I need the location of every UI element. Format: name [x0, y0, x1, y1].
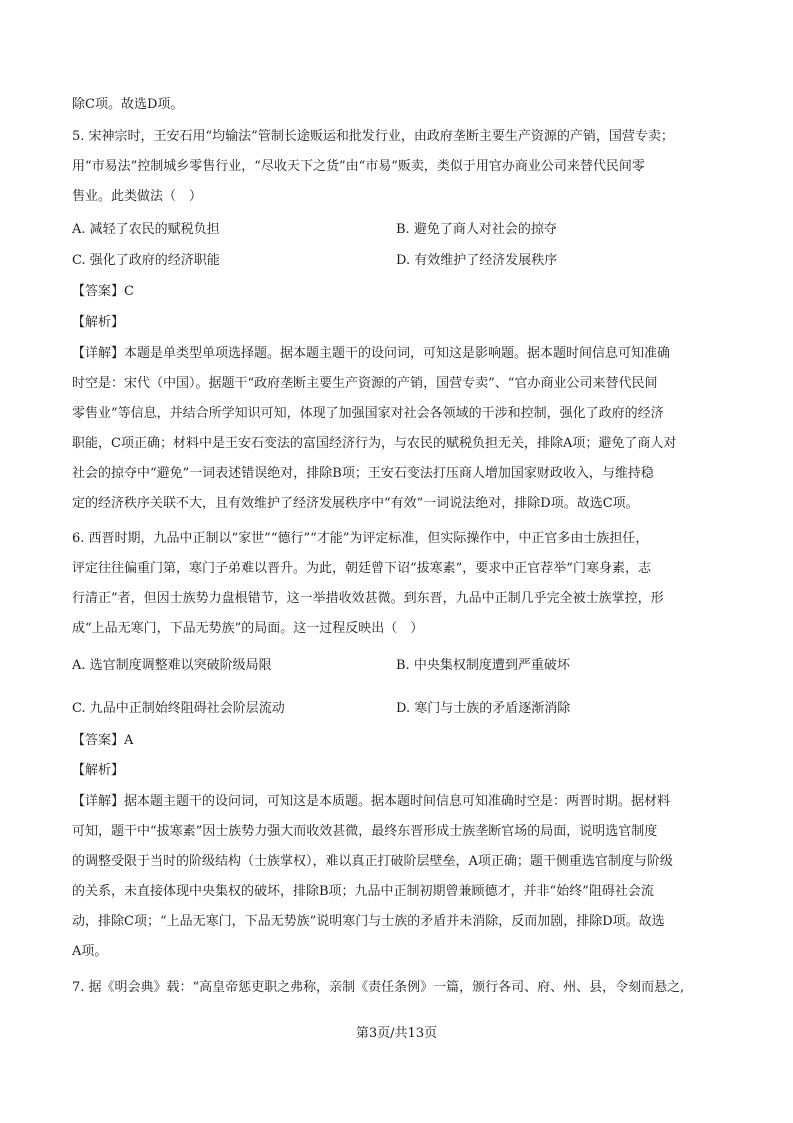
question-6-option-b: B. 中央集权制度遭到严重破坏	[396, 658, 570, 673]
question-6-stem: 成“上品无寒门，下品无势族”的局面。这一过程反映出（ ）	[72, 621, 424, 636]
question-5-analysis-label: 【解析】	[72, 315, 125, 330]
question-7-stem: 7. 据《明会典》载：“高皇帝惩吏职之弗称，亲制《责任条例》一篇，颁行各司、府、州、县，令刻而悬之,	[72, 980, 685, 995]
question-6-stem: 行清正”者，但因士族势力盘根错节，这一举措收效甚微。到东晋，九品中正制几乎完全被士族掌控，形	[72, 591, 664, 606]
question-6-analysis-label: 【解析】	[72, 763, 125, 778]
question-6-option-d: D. 寒门与士族的矛盾逐渐消除	[396, 701, 571, 716]
question-5-stem: 用“市易法”控制城乡零售行业，“尽收天下之货”由“市易”贩卖，类似于用官办商业公司来替代民间零	[72, 159, 645, 174]
question-5-option-a: A. 减轻了农民的赋税负担	[72, 222, 220, 237]
question-6-stem: 评定往往偏重门第，寒门子弟难以晋升。为此，朝廷曾下诏“拔寒素”，要求中正官荐举“门寒身素，志	[72, 561, 651, 576]
question-6-option-c: C. 九品中正制始终阻碍社会阶层流动	[72, 701, 285, 716]
page-number: 第3页/共13页	[355, 1026, 438, 1041]
question-6-explanation: 动，排除C项；“上品无寒门，下品无势族”说明寒门与士族的矛盾并未消除，反而加剧，排除D项。故选	[72, 914, 665, 929]
question-6-explanation: 的关系，未直接体现中央集权的破坏，排除B项；九品中正制初期曾兼顾德才，并非“始终”阻碍社会流	[72, 884, 654, 899]
question-5-stem: 5. 宋神宗时，王安石用“均输法”管制长途贩运和批发行业，由政府垄断主要生产资源的产销，国营专卖；	[72, 129, 674, 144]
question-6-option-a: A. 选官制度调整难以突破阶级局限	[72, 658, 272, 673]
question-5-explanation: 定的经济秩序关联不大，且有效维护了经济发展秩序中“有效”一词说法绝对，排除D项。故选C项。	[72, 496, 639, 511]
text-line: 除C项。故选D项。	[72, 97, 184, 112]
question-6-explanation: 可知，题干中“拔寒素”因士族势力强大而收效甚微，最终东晋形成士族垄断官场的局面，说明选官制度	[72, 824, 658, 839]
question-6-explanation: A项。	[72, 944, 108, 959]
question-5-option-b: B. 避免了商人对社会的掠夺	[396, 222, 557, 237]
question-5-explanation: 社会的掠夺中“避免”一词表述错误绝对，排除B项；王安石变法打压商人增加国家财政收入，与维持稳	[72, 466, 654, 481]
question-6-explanation: 【详解】据本题主题干的设问词，可知这是本质题。据本题时间信息可知准确时空是：两晋时期。据材料	[72, 794, 671, 809]
question-5-explanation: 零售业”等信息，并结合所学知识可知，体现了加强国家对社会各领域的干涉和控制，强化了政府的经济	[72, 406, 664, 421]
question-5-explanation: 【详解】本题是单类型单项选择题。据本题主题干的设问词，可知这是影响题。据本题时间信息可知准确	[72, 346, 671, 361]
question-6-explanation: 的调整受限于当时的阶级结构（士族掌权），难以真正打破阶层壁垒，A项正确；题干侧重选官制度与阶级	[72, 854, 673, 869]
question-5-answer: 【答案】C	[72, 284, 134, 299]
question-6-stem: 6. 西晋时期，九品中正制以“家世”“德行”“才能”为评定标准，但实际操作中，中正官多由士族担任，	[72, 531, 649, 546]
question-5-option-d: D. 有效维护了经济发展秩序	[396, 253, 558, 268]
question-5-explanation: 时空是：宋代（中国）。据题干“政府垄断主要生产资源的产销，国营专卖”、“官办商业公司来替代民间	[72, 376, 658, 391]
question-5-option-c: C. 强化了政府的经济职能	[72, 253, 220, 268]
question-6-answer: 【答案】A	[72, 733, 134, 748]
question-5-stem: 售业。此类做法（ ）	[72, 189, 203, 204]
question-5-explanation: 职能，C项正确；材料中是王安石变法的富国经济行为，与农民的赋税负担无关，排除A项；避免了商人对	[72, 436, 677, 451]
